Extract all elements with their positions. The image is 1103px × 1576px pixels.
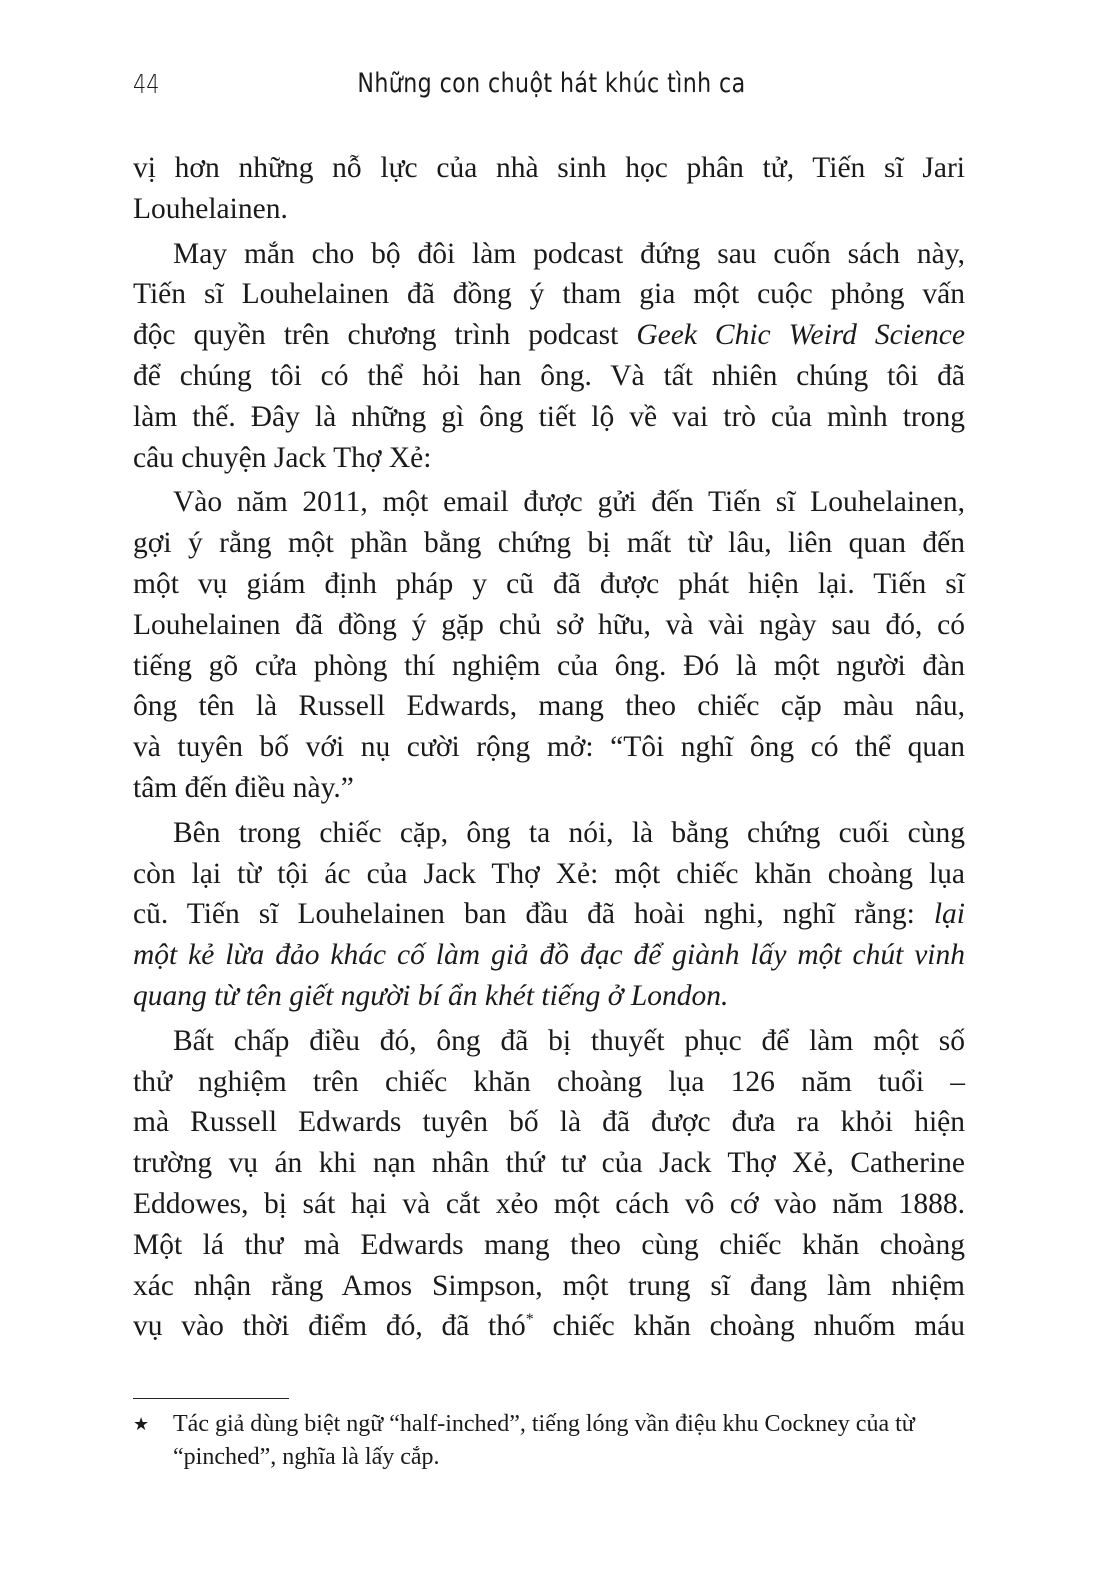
text-line	[133, 1184, 965, 1225]
text-line	[133, 189, 965, 230]
text-line	[133, 234, 965, 275]
text-line	[133, 686, 965, 727]
text-segment: vụ vào thời điểm đó, đã thó	[133, 1310, 526, 1343]
text-line	[133, 397, 965, 438]
text-segment: tâm đến điều này.”	[133, 771, 354, 804]
running-title: Những con chuột hát khúc tình ca	[357, 68, 746, 99]
text-segment: gợi ý rằng một phần bằng chứng bị mất từ lâu, liên quan đến	[133, 527, 965, 560]
text-segment: Eddowes, bị sát hại và cắt xẻo một cách vô cớ vào năm 1888.	[133, 1187, 965, 1220]
paragraph	[133, 813, 965, 1017]
text-line	[133, 523, 965, 564]
text-segment: Bất chấp điều đó, ông đã bị thuyết phục để làm một số	[173, 1024, 965, 1057]
text-line	[133, 1306, 965, 1347]
text-segment: Một lá thư mà Edwards mang theo cùng chiếc khăn choàng	[133, 1228, 965, 1261]
text-line	[133, 646, 965, 687]
text-segment: Louhelainen đã đồng ý gặp chủ sở hữu, và vài ngày sau đó, có	[133, 608, 965, 641]
text-segment: chiếc khăn choàng nhuốm máu	[533, 1310, 965, 1343]
text-line	[133, 727, 965, 768]
italic-text: một kẻ lừa đảo khác cố làm giả đồ đạc để giành lấy một chút vinh	[133, 939, 965, 972]
page-number: 44	[133, 70, 160, 100]
italic-text: quang từ tên giết người bí ẩn khét tiếng ở London.	[133, 979, 729, 1012]
footnote-divider	[133, 1398, 289, 1399]
footnote	[133, 1408, 973, 1474]
text-line	[133, 976, 965, 1017]
text-segment: tiếng gõ cửa phòng thí nghiệm của ông. Đó là một người đàn	[133, 649, 965, 682]
text-segment: độc quyền trên chương trình podcast	[133, 319, 637, 352]
text-line	[133, 274, 965, 315]
text-line	[133, 1021, 965, 1062]
footnote-text: Tác giả dùng biệt ngữ “half-inched”, tiếng lóng vần điệu khu Cockney của từ “pinched”, nghĩa là lấy cắp.	[173, 1411, 915, 1470]
text-line	[133, 356, 965, 397]
text-line	[133, 482, 965, 523]
text-line	[133, 1143, 965, 1184]
text-segment: làm thế. Đây là những gì ông tiết lộ về vai trò của mình trong	[133, 400, 965, 433]
text-line	[133, 1062, 965, 1103]
paragraph	[133, 1021, 965, 1347]
text-segment: Louhelainen.	[133, 192, 288, 225]
body-text	[133, 148, 965, 1351]
text-segment: để chúng tôi có thể hỏi han ông. Và tất nhiên chúng tôi đã	[133, 359, 965, 392]
text-segment: Bên trong chiếc cặp, ông ta nói, là bằng chứng cuối cùng	[173, 816, 965, 849]
text-segment: cũ. Tiến sĩ Louhelainen ban đầu đã hoài nghi, nghĩ rằng:	[133, 898, 934, 931]
text-line	[133, 605, 965, 646]
footnote-reference: *	[525, 1311, 534, 1329]
text-segment: trường vụ án khi nạn nhân thứ tư của Jack Thợ Xẻ, Catherine	[133, 1147, 965, 1180]
text-line	[133, 315, 965, 356]
text-segment: và tuyên bố với nụ cười rộng mở: “Tôi nghĩ ông có thể quan	[133, 731, 965, 764]
text-line	[133, 564, 965, 605]
text-line	[133, 1102, 965, 1143]
paragraph	[133, 482, 965, 808]
text-segment: mà Russell Edwards tuyên bố là đã được đưa ra khỏi hiện	[133, 1106, 965, 1139]
text-segment: vị hơn những nỗ lực của nhà sinh học phân tử, Tiến sĩ Jari	[133, 152, 965, 184]
text-segment: thử nghiệm trên chiếc khăn choàng lụa 126 năm tuổi –	[133, 1065, 965, 1098]
text-line	[133, 148, 965, 189]
italic-text: lại	[933, 898, 965, 931]
text-line	[133, 1225, 965, 1266]
text-line	[133, 768, 965, 809]
text-line	[133, 1266, 965, 1307]
paragraph	[133, 148, 965, 230]
text-line	[133, 854, 965, 895]
paragraph	[133, 234, 965, 479]
text-segment: ông tên là Russell Edwards, mang theo chiếc cặp màu nâu,	[133, 690, 965, 723]
text-segment: Tiến sĩ Louhelainen đã đồng ý tham gia một cuộc phỏng vấn	[133, 278, 965, 311]
text-line	[133, 894, 965, 935]
text-segment: May mắn cho bộ đôi làm podcast đứng sau cuốn sách này,	[173, 237, 965, 270]
text-segment: câu chuyện Jack Thợ Xẻ:	[133, 441, 432, 474]
text-line	[133, 935, 965, 976]
text-line	[133, 438, 965, 479]
text-segment: xác nhận rằng Amos Simpson, một trung sĩ đang làm nhiệm	[133, 1269, 965, 1302]
footnote-star-icon: ★	[133, 1414, 150, 1435]
text-segment: một vụ giám định pháp y cũ đã được phát hiện lại. Tiến sĩ	[133, 567, 965, 600]
text-segment: còn lại từ tội ác của Jack Thợ Xẻ: một chiếc khăn choàng lụa	[133, 857, 965, 890]
text-segment: Vào năm 2011, một email được gửi đến Tiến sĩ Louhelainen,	[173, 486, 965, 519]
text-line	[133, 813, 965, 854]
italic-text: Geek Chic Weird Science	[636, 319, 965, 352]
